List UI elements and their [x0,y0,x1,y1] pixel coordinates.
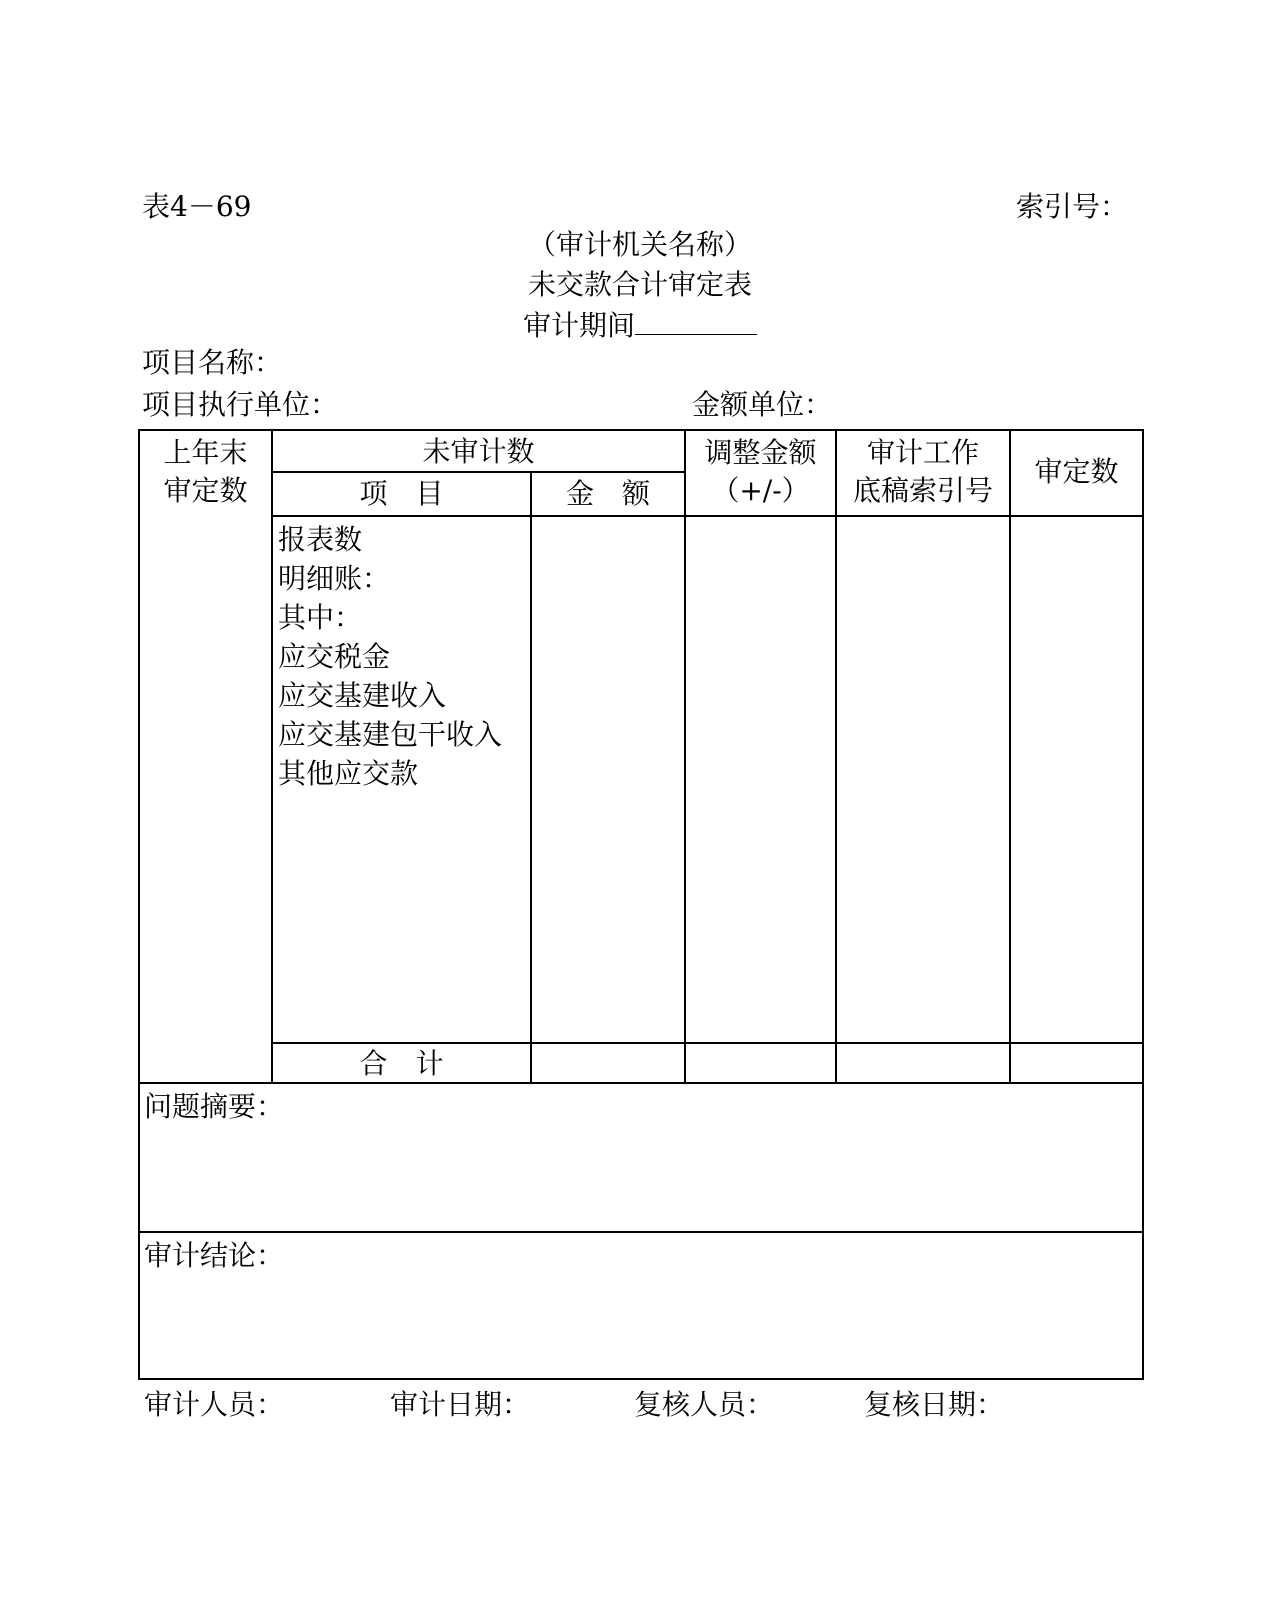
amount-unit-label: 金额单位： [692,388,833,421]
audit-date-label: 审计日期： [390,1388,531,1421]
conclusion-label: 审计结论： [144,1239,285,1272]
table-border-top [138,429,1144,431]
col-unaudited-group: 未审计数 [422,435,535,468]
list-item: 报表数 [278,523,363,556]
audit-period-blank[interactable] [635,308,757,335]
col-divider-4 [835,429,837,1084]
total-label: 合 计 [359,1047,444,1080]
list-item: 应交基建包干收入 [278,718,503,751]
col-audited: 审定数 [1034,455,1119,488]
total-row-top [271,1042,1144,1044]
col-adjust-line2: （+/-） [711,474,810,507]
reviewer-label: 复核人员： [634,1388,775,1421]
col-prev-year-line1: 上年末 [163,436,248,469]
col-divider-2 [530,471,532,1084]
executing-unit-label: 项目执行单位： [142,388,339,421]
list-item: 其中： [278,601,363,634]
list-item: 应交税金 [278,640,391,673]
col-workpaper-line2: 底稿索引号 [852,474,993,507]
col-divider-1 [271,429,273,1084]
list-item: 应交基建收入 [278,679,447,712]
col-divider-3 [684,429,686,1084]
list-item: 明细账： [278,562,391,595]
index-number-label: 索引号： [1016,190,1129,223]
auditor-label: 审计人员： [144,1388,285,1421]
list-item: 其他应交款 [278,757,419,790]
col-item: 项 目 [359,477,444,510]
audit-period-label: 审计期间 [522,309,635,342]
review-date-label: 复核日期： [864,1388,1005,1421]
header-bottom-divider [271,515,1144,517]
conclusion-section-top [138,1231,1144,1233]
audit-period [440,308,840,343]
item-list [278,520,502,793]
page-title: 未交款合计审定表 [527,268,752,301]
col-amount: 金 额 [565,477,650,510]
header-sub-divider [271,471,685,473]
table-border-bottom [138,1378,1144,1380]
org-name: （审计机关名称） [527,228,752,261]
project-name-label: 项目名称： [142,346,283,379]
col-workpaper-line1: 审计工作 [866,436,979,469]
issues-label: 问题摘要： [144,1090,285,1123]
col-adjust-line1: 调整金额 [704,436,817,469]
table-number: 表4－69 [142,190,252,223]
col-prev-year-line2: 审定数 [163,474,248,507]
col-divider-5 [1009,429,1011,1084]
table-border-right [1142,429,1144,1380]
table-border-left [138,429,140,1380]
